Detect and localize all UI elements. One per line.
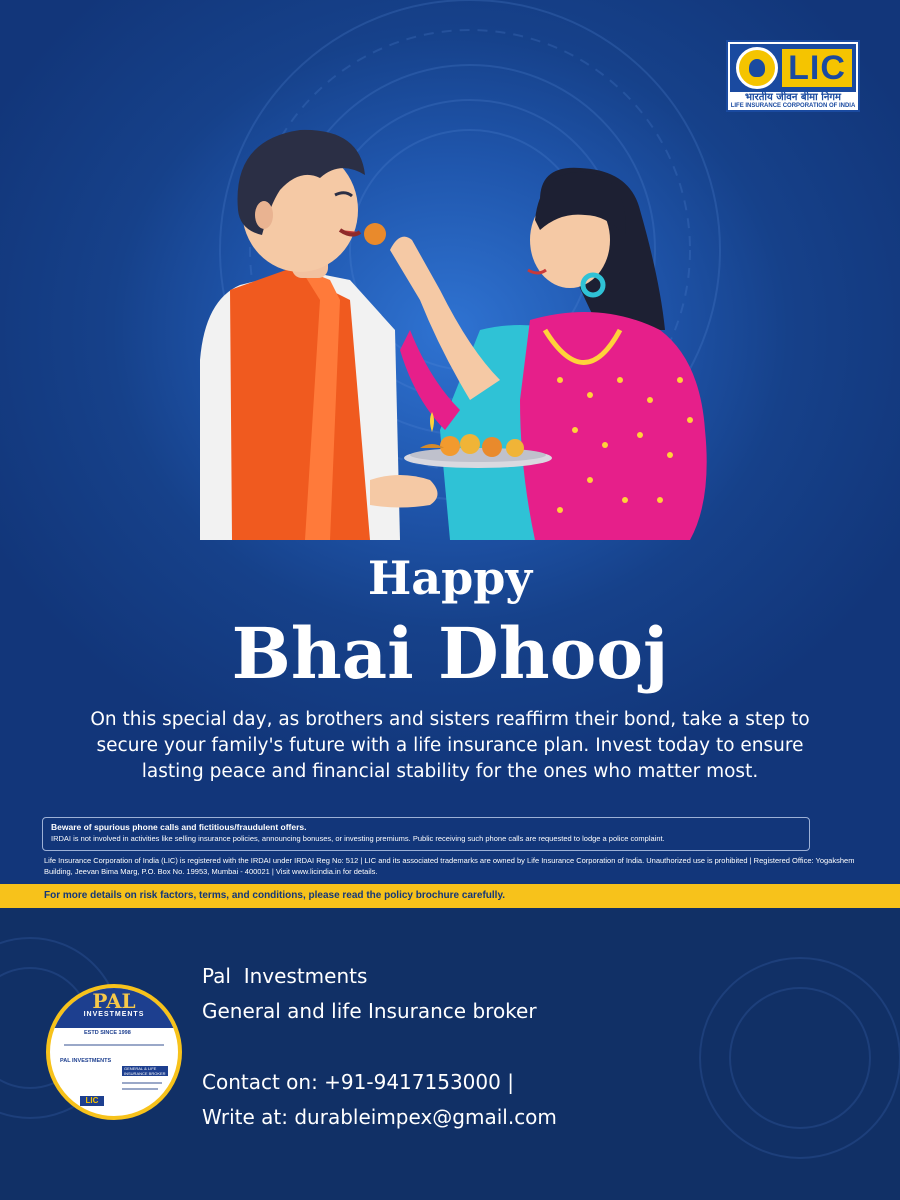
fraud-warning-box bbox=[42, 817, 810, 851]
badge-lic-logo: LIC bbox=[80, 1096, 104, 1106]
agent-role: General and life Insurance broker bbox=[202, 999, 537, 1023]
badge-line-2 bbox=[122, 1088, 158, 1090]
badge-header bbox=[50, 988, 178, 1028]
badge-service: GENERAL & LIFE INSURANCE BROKER bbox=[122, 1066, 168, 1076]
greeting-title: Bhai Dhooj bbox=[231, 612, 669, 695]
greeting-happy: Happy bbox=[367, 551, 533, 605]
warning-title: Beware of spurious phone calls and fictitious/fraudulent offers. bbox=[51, 822, 307, 832]
risk-note-band bbox=[0, 884, 900, 908]
agent-phone[interactable]: Contact on: +91-9417153000 | bbox=[202, 1070, 514, 1094]
greeting-message: On this special day, as brothers and sisters reaffirm their bond, take a step to secure your family's future with a life insurance plan. Invest today to ensure lasting peace and financial stability for the ones who matter most. bbox=[90, 709, 810, 782]
agent-name: Pal Investments bbox=[202, 964, 368, 988]
laddoo-icon bbox=[364, 223, 386, 245]
badge-title: PAL bbox=[92, 989, 136, 1013]
agent-email[interactable]: Write at: durableimpex@gmail.com bbox=[202, 1105, 557, 1129]
lic-logo-text: LIC bbox=[782, 49, 852, 87]
badge-est: ESTD SINCE 1998 bbox=[84, 1030, 131, 1036]
sister-figure bbox=[390, 168, 707, 540]
registration-text: Life Insurance Corporation of India (LIC) is registered with the IRDAI under IRDAI Reg No: 512 | LIC and its associated trademarks are owned by Life Insurance Corporation of India. Unauthorized use is prohibited | Registered Office: Yogakshem Building, Jeevan Bima Marg, P.O. Box No. 19953, Mumbai - 400021 | Visit www.licindia.in for details. bbox=[44, 856, 855, 876]
badge-subtitle: INVESTMENTS bbox=[83, 1011, 145, 1018]
badge-company: PAL INVESTMENTS bbox=[60, 1058, 112, 1064]
warning-text: IRDAI is not involved in activities like selling insurance policies, announcing bonuses, or investing premiums. Public receiving such phone calls are requested to lodge a police complaint. bbox=[51, 834, 665, 843]
lic-english-name: LIFE INSURANCE CORPORATION OF INDIA bbox=[730, 103, 856, 109]
bhai-dooj-illustration bbox=[0, 0, 900, 560]
badge-line-1 bbox=[122, 1082, 162, 1084]
lic-hindi-name: भारतीय जीवन बीमा निगम bbox=[745, 92, 841, 103]
brother-figure bbox=[200, 130, 438, 540]
badge-divider bbox=[64, 1044, 164, 1046]
risk-note: For more details on risk factors, terms, and conditions, please read the policy brochure carefully. bbox=[44, 890, 506, 901]
pal-investments-badge bbox=[46, 984, 182, 1120]
